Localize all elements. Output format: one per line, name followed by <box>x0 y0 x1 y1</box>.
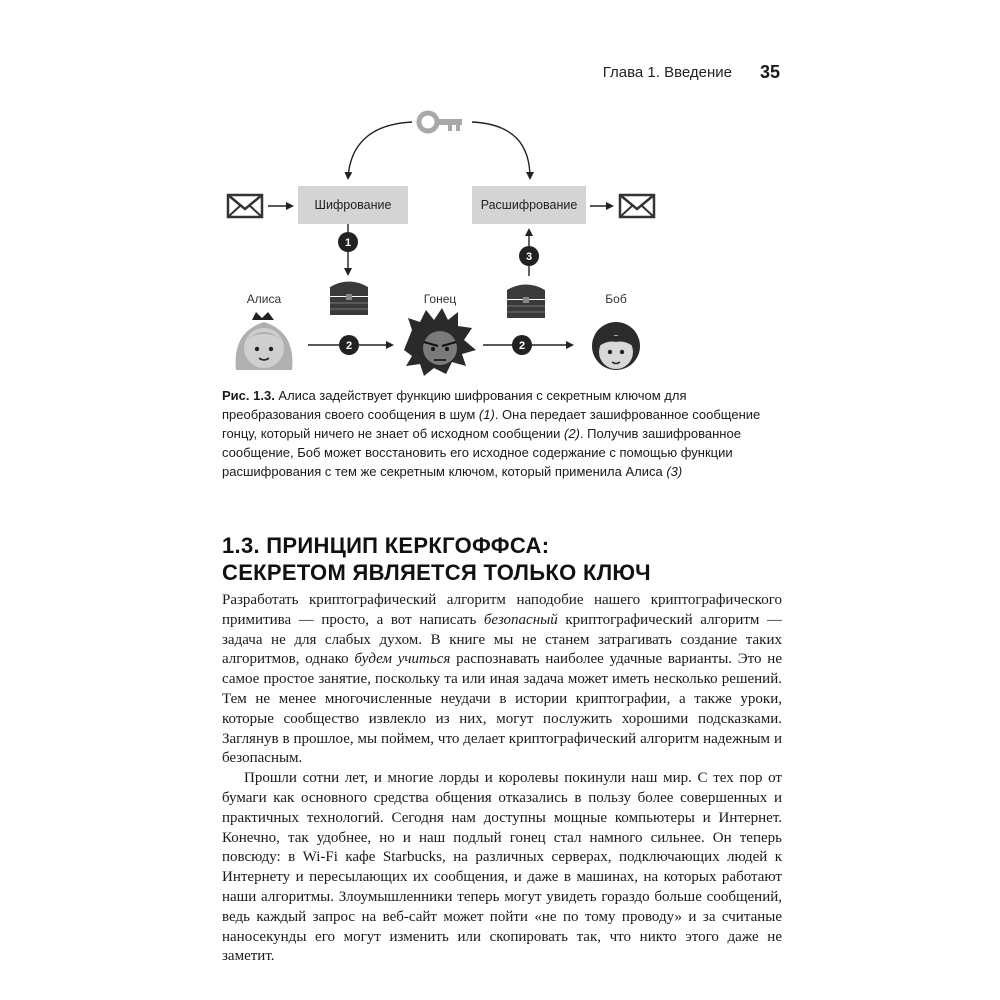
actor-name-alice: Алиса <box>246 292 282 306</box>
encrypt-label: Шифрование <box>314 198 392 212</box>
actor-name-courier: Гонец <box>423 292 457 306</box>
envelope-icon <box>228 195 262 217</box>
bob-face-icon <box>592 322 640 370</box>
paragraph-2: Прошли сотни лет, и многие лорды и королевы покинули наш мир. С тех пор от бумаги как основного средства общения отказались в пользу более совершенных и практичных технологий. Сегодня нам доступны мощные компьютеры и Интернет. Конечно, так удобнее, но и наш подлый гонец стал намного сильнее. Он теперь повсюду: в Wi-Fi кафе Starbucks, на различных серверах, подключающих людей к Интернету и пересылающих их сообщения, и даже в машинах, на которых работают наши алгоритмы. Злоумышленники теперь могут увидеть гораздо больше сообщений, ведь каждый запрос на веб-сайт может пойти «не по тому проводу» и за считаные наносекунды его могут изменить или скопировать так, что никто этого даже не заметит. <box>222 770 782 965</box>
courier-face-icon <box>404 308 476 376</box>
chest-icon <box>330 282 368 316</box>
section-heading-line-1: 1.3. ПРИНЦИП КЕРКГОФФСА: <box>222 533 550 558</box>
key-to-decrypt-arrow <box>472 122 530 178</box>
caption-text: Алиса задействует функцию шифрования с секретным ключом для преобразования своего сообщения в шум <box>222 388 687 422</box>
chest-icon <box>507 285 545 319</box>
step-badge-2b-label: 2 <box>518 340 526 352</box>
figure-encryption-flow <box>0 0 1000 400</box>
caption-ref-1: (1) <box>478 407 495 422</box>
decrypt-label: Расшифрование <box>480 198 578 212</box>
envelope-icon <box>620 195 654 217</box>
caption-label: Рис. 1.3. <box>222 388 275 403</box>
paragraph-text: криптографический алгоритм — задача не для слабых духом. В книге мы не станем затрагивать создание таких алгоритмов, однако <box>222 611 782 668</box>
caption-ref-2: (2) <box>564 426 580 441</box>
caption-text: . Получив зашифрованное сообщение, Боб может восстановить его исходное содержание с помощью функции расшифрования с тем же секретным ключом, который применила Алиса <box>222 426 741 479</box>
step-badge-2a-label: 2 <box>345 340 353 352</box>
step-badge-3-label: 3 <box>525 251 533 263</box>
emphasis-text: безопасный <box>483 611 558 628</box>
paragraph-text: Разработать криптографический алгоритм наподобие нашего криптографического примитива — просто, а вот написать <box>222 592 782 628</box>
paragraph-text: распознавать наиболее удачные варианты. Это не самое простое занятие, поскольку та или иная задача может иметь несколько решений. Тем не менее многочисленные неудачи в истории криптографии, а также уроки, которые сообщество извлекло из них, могут послужить хорошими подсказками. Заглянув в прошлое, мы поймем, что делает криптографический алгоритм надежным и безопасным. <box>222 651 782 767</box>
caption-text: . Она передает зашифрованное сообщение гонцу, который ничего не знает об исходном сообщении <box>222 407 761 441</box>
figure-caption <box>222 386 782 481</box>
actor-name-bob: Боб <box>605 292 627 306</box>
paragraph-1 <box>222 591 782 769</box>
page-number: 35 <box>759 62 780 82</box>
step-badge-1-label: 1 <box>344 237 352 249</box>
body-text <box>222 591 782 967</box>
key-to-encrypt-arrow <box>348 122 412 178</box>
alice-face-icon <box>236 312 293 370</box>
emphasis-text: будем учиться <box>354 651 451 668</box>
key-icon <box>419 113 462 131</box>
section-heading-line-2: СЕКРЕТОМ ЯВЛЯЕТСЯ ТОЛЬКО КЛЮЧ <box>222 560 651 585</box>
caption-ref-3: (3) <box>666 464 683 479</box>
section-heading <box>222 532 782 586</box>
chapter-title: Глава 1. Введение <box>602 64 732 81</box>
